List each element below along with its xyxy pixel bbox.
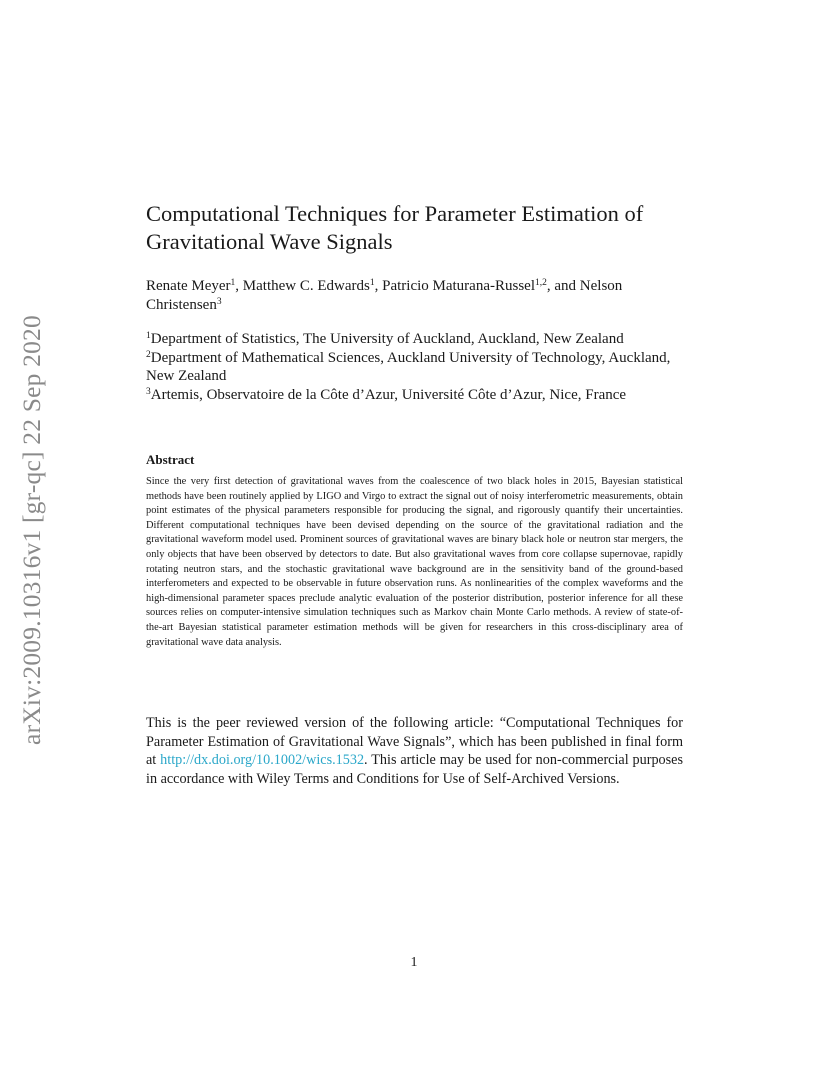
author-name: Renate Meyer bbox=[146, 278, 231, 294]
affiliation-number: 2 bbox=[146, 349, 151, 360]
affiliation-item bbox=[146, 386, 686, 405]
author-name: Nelson Christensen bbox=[146, 278, 623, 313]
publication-note-text-end: . This article may be used for non-commercial purposes in accordance with Wiley Terms and Conditions for Use of Self-Archived Versions. bbox=[146, 752, 683, 787]
affiliation-number: 1 bbox=[146, 331, 151, 341]
arxiv-identifier-stamp bbox=[8, 298, 56, 762]
publication-note bbox=[146, 714, 683, 788]
publication-note-text: This is the peer reviewed version of the following article: “Computational Techniques for Parameter Estimation of Gravitational Wave Signals”, which has been published in final form at bbox=[146, 715, 683, 769]
author-affiliation-mark: 3 bbox=[216, 297, 222, 307]
abstract-heading: Abstract bbox=[146, 452, 195, 467]
affiliation-list bbox=[146, 330, 686, 404]
author-list: Renate Meyer$^1$, Matthew C. Edwards$^1$, Patricio Maturana-Russel$^{1,2}$, and Nelson Christensen$^3$ bbox=[146, 278, 623, 313]
affiliation-item bbox=[146, 330, 686, 349]
author-name: Patricio Maturana-Russel bbox=[382, 278, 535, 294]
affiliation-text: Department of Statistics, The University of Auckland, Auckland, New Zealand bbox=[150, 331, 624, 347]
affiliation-text: Department of Mathematical Sciences, Auckland University of Technology, Auckland, New Zealand bbox=[146, 349, 671, 384]
abstract-body: Since the very first detection of gravitational waves from the coalescence of two black holes in 2015, Bayesian statistical methods have been routinely applied by LIGO and Virgo to extract the signal out of noisy interferometric measurements, obtain point estimates of the physical parameters responsible for producing the signal, and rigorously quantify their uncertainties. Different computational techniques have been devised depending on the source of the gravitational radiation and the gravitational waveform model used. Prominent sources of gravitational waves are binary black hole or neutron star mergers, the only objects that have been observed by detectors to date. But also gravitational waves from core collapse supernovae, rapidly rotating neutron stars, and the stochastic gravitational wave background are in the sensitivity band of the ground-based interferometers and expected to be observable in future observation runs. As nonlinearities of the complex waveforms and the high-dimensional parameter spaces preclude analytic evaluation of the posterior distribution, posterior inference for all these sources relies on computer-intensive simulation techniques such as Markov chain Monte Carlo methods. A review of state-of-the-art Bayesian statistical parameter estimation methods will be given for researchers in this cross-disciplinary area of gravitational wave data analysis. bbox=[146, 476, 683, 648]
author-name: Matthew C. Edwards bbox=[242, 278, 370, 294]
doi-link[interactable]: http://dx.doi.org/10.1002/wics.1532 bbox=[160, 752, 365, 769]
arxiv-identifier-text: arXiv:2009.10316v1 [gr-qc] 22 Sep 2020 bbox=[17, 315, 46, 745]
affiliation-item bbox=[146, 349, 686, 386]
affiliation-number: 3 bbox=[146, 386, 151, 397]
author-conjunction: and bbox=[554, 278, 577, 294]
author-affiliation-mark: 1,2 bbox=[535, 278, 547, 288]
paper-title: Computational Techniques for Parameter Estimation of Gravitational Wave Signals bbox=[146, 201, 644, 254]
author-affiliation-mark: 1 bbox=[369, 278, 375, 288]
page-number: 1 bbox=[410, 955, 418, 970]
affiliation-text: Artemis, Observatoire de la Côte d’Azur, Université Côte d’Azur, Nice, France bbox=[150, 386, 627, 403]
author-affiliation-mark: 1 bbox=[230, 278, 236, 288]
